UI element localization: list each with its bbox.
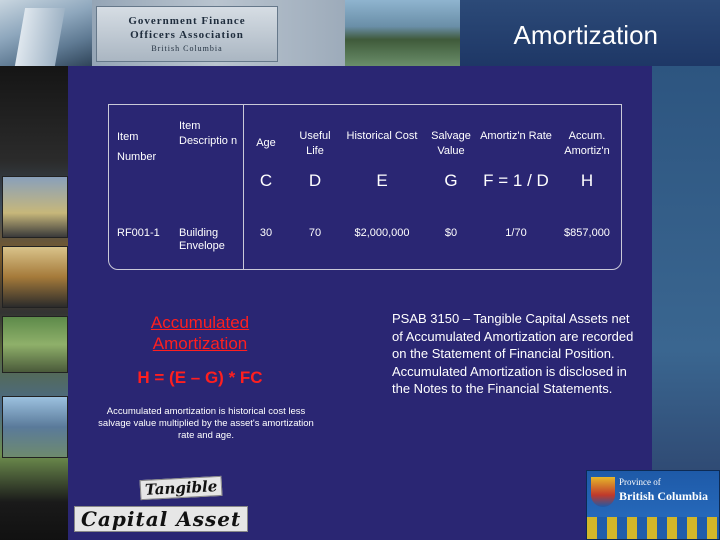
symbol-salvage-value: G (444, 171, 458, 190)
amortization-table (108, 104, 622, 270)
photo-park (2, 316, 68, 373)
formula: H = (E – G) * FC (137, 368, 263, 387)
heading-line1: Accumulated (150, 313, 250, 332)
gfoa-logo-line1: Government Finance (128, 15, 246, 27)
symbol-age: C (259, 171, 273, 190)
bc-logo-line2: British Columbia (619, 489, 709, 503)
cell-useful-life: 70 (308, 227, 322, 239)
photo-strip (0, 66, 68, 540)
cell-item-description: Building Envelope (179, 227, 225, 252)
right-stripe (652, 66, 720, 540)
psab-text: PSAB 3150 – Tangible Capital Assets net of Accumulated Amortization are recorded on the Statement of Financial Position. Accumulated Amortization is disclosed in the Notes to the Financial Statements. (392, 311, 634, 396)
crest-icon (591, 477, 615, 507)
symbol-amortization-rate: F = 1 / D (483, 171, 549, 190)
header-useful-life: Useful Life (299, 130, 331, 157)
header-accum-amortization: Accum. Amortiz'n (564, 130, 610, 157)
cell-historical-cost: $2,000,000 (354, 227, 410, 239)
accumulated-amortization-heading (118, 312, 282, 354)
header-historical-cost: Historical Cost (346, 130, 418, 142)
cell-age: 30 (259, 227, 273, 239)
title-bar (460, 0, 720, 66)
lake-photo (345, 0, 460, 66)
slide-title: Amortization (513, 20, 658, 50)
formula-note: Accumulated amortization is historical cost less salvage value multiplied by the asset's amortization rate and age. (98, 406, 314, 441)
symbol-useful-life: D (308, 171, 322, 190)
tangible-word-art: Tangible (140, 476, 223, 500)
bc-logo-line1: Province of (619, 477, 661, 487)
building-tower-shape (15, 8, 65, 66)
bc-logo (586, 470, 720, 540)
header-item-description: Item Descriptio n (179, 120, 238, 147)
header-amortization-rate: Amortiz'n Rate (480, 130, 552, 142)
photo-city (2, 246, 68, 308)
cell-salvage-value: $0 (444, 227, 458, 239)
photo-cyclists (2, 396, 68, 458)
header-banner (0, 0, 720, 66)
symbol-historical-cost: E (376, 171, 388, 190)
building-photo (0, 0, 92, 66)
symbol-accum-amortization: H (580, 171, 594, 190)
header-age: Age (256, 137, 276, 149)
capital-asset-word-art: Capital Asset (74, 506, 248, 532)
gfoa-logo-line2: Officers Association (130, 29, 244, 41)
gfoa-logo-line3: British Columbia (151, 44, 223, 53)
cell-amortization-rate: 1/70 (505, 227, 527, 239)
gfoa-logo (96, 6, 278, 62)
cell-accum-amortization: $857,000 (564, 227, 610, 239)
photo-sculpture (2, 176, 68, 238)
waves-icon (587, 517, 719, 539)
header-item-number: Item Number (117, 131, 157, 163)
heading-line2: Amortization (152, 334, 248, 353)
cell-item-number: RF001-1 (117, 227, 160, 239)
header-salvage-value: Salvage Value (431, 130, 471, 157)
